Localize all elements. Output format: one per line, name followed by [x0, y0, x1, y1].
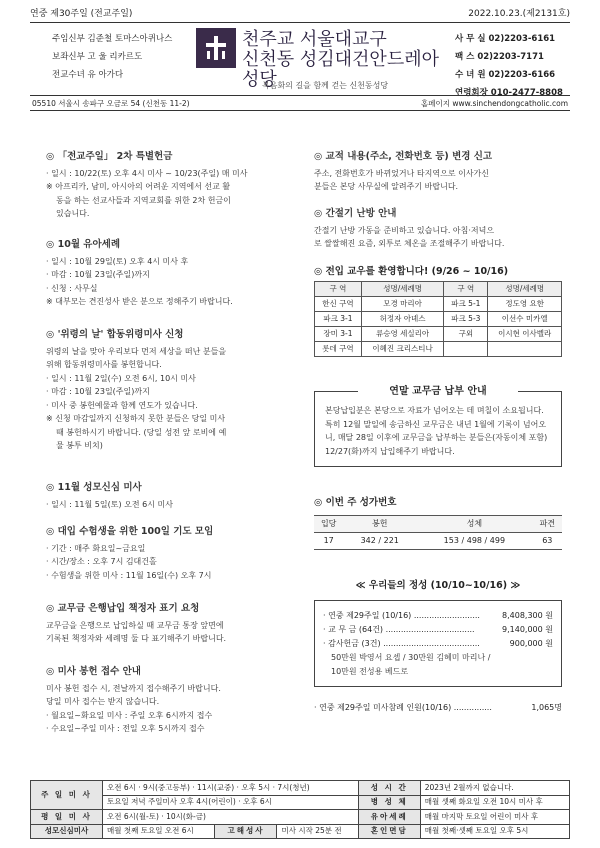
year-end-tithe-notice: [314, 385, 562, 467]
issue-date: 2022.10.23.(제2131호): [468, 9, 570, 19]
col-header: 성체: [416, 516, 533, 533]
notice-registry-change: [314, 150, 562, 194]
notice-marian-mass: [46, 481, 308, 511]
cell: 매월 첫째 토요일 오전 6시: [103, 824, 215, 839]
text-line: 동을 하는 선교사들과 지역교회를 위한 2차 헌금이: [56, 195, 231, 205]
address-bar: [30, 95, 570, 111]
notice-mass-intention: [46, 665, 308, 736]
text-line: 당일 미사 접수는 받지 않습니다.: [46, 697, 160, 706]
text-line: 위해 합동위령미사를 봉헌합니다.: [46, 360, 162, 369]
notice-mission-collection: [46, 150, 308, 221]
cell: 토요일 저녁 주일미사 오후 4시(어린이) · 오후 6시: [103, 795, 359, 810]
cell: 오전 6시 · 9시(중고등부) · 11시(교중) · 오후 5시 · 7시(청년): [103, 781, 359, 796]
offerings-box: [314, 600, 562, 687]
list-item: [323, 623, 553, 637]
text-line: · 일시 : 11월 5일(토) 오전 6시 미사: [46, 499, 173, 509]
text-line: · 미사 중 봉헌예물과 함께 연도가 있습니다.: [46, 400, 198, 410]
assistant-pastor: 보좌신부 고 울 리카르도: [52, 52, 143, 62]
cell: [444, 342, 488, 357]
homepage-link[interactable]: 홈페이지 www.sinchendongcatholic.com: [420, 99, 568, 108]
text-line: · 마감 : 10월 23일(주일)까지: [46, 270, 150, 279]
text-line: 미사 봉헌 접수 시, 전날까지 접수해주기 바랍니다.: [46, 683, 221, 693]
convent-phone: 수 녀 원 02)2203-6166: [455, 70, 556, 80]
text-line: · 일시 : 10월 29일(토) 오후 4시 미사 후: [46, 256, 189, 266]
table-row: [31, 810, 570, 825]
table-row: [315, 312, 562, 327]
contacts: [455, 30, 575, 102]
cell: 342 / 221: [343, 533, 416, 550]
cell: 63: [533, 533, 562, 550]
cell: 허정자 아녜스: [361, 312, 443, 327]
text-line: ※ 신청 마감일까지 신청하지 못한 분들은 당일 미사: [46, 414, 226, 423]
row-header: 성 시 간: [358, 781, 420, 796]
cell: 매월 셋째 화요일 오전 10시 미사 후: [420, 795, 569, 810]
hymn-section: [314, 497, 562, 550]
cell: 오전 6시(월-토) · 10시(화-금): [103, 810, 359, 825]
section-title: ◎ 「전교주일」 2차 특별헌금: [46, 151, 173, 162]
liturgical-day: 연중 제30주일 (전교주일): [30, 9, 133, 19]
table-row: [315, 342, 562, 357]
welcome-table: [314, 281, 562, 357]
section-title: ◎ 전입 교우를 환영합니다! (9/26 ~ 10/16): [314, 266, 509, 277]
row-header: 성모신심미사: [31, 824, 103, 839]
text-line: · 일시 : 11월 2일(수) 오전 6시, 10시 미사: [46, 373, 196, 383]
col-header: 파견: [533, 516, 562, 533]
table-row: [315, 327, 562, 342]
notice-exam-prayer: [46, 525, 308, 582]
row-header: 혼인면담: [358, 824, 420, 839]
bulletin-header: [30, 9, 570, 21]
attendance-count: 1,065명: [531, 703, 562, 713]
cell: 파크 5-1: [444, 297, 488, 312]
cell: 2023년 2월까지 없습니다.: [420, 781, 569, 796]
table-row: [31, 795, 570, 810]
text-line: 로 쌀쌀해진 요즘, 외투로 체온을 조절해주기 바랍니다.: [314, 239, 505, 248]
cell: [488, 342, 562, 357]
text-line: 기록된 책정자와 세례명 둘 다 표기해주기 바랍니다.: [46, 634, 227, 643]
table-header: [315, 282, 562, 297]
offer-label: · 교 무 금 (64건) ...................................: [323, 625, 475, 635]
office-phone: 사 무 실 02)2203-6161: [455, 34, 556, 44]
cell: 류승영 세실리아: [361, 327, 443, 342]
section-title: ◎ 10월 유아세례: [46, 239, 121, 250]
notice-body: 본당납입분은 본당으로 자료가 넘어오는 데 며칠이 소요됩니다. 특히 12월 말일에 송금하신 교무금은 내년 1월에 기록이 넘어오니, 매달 28일 이후에 교무금을 납부하는 분들은(자동이체 포함) 12/27(화)까지 납입해주기 바랍니다.: [314, 391, 562, 467]
notice-bank-tithe: [46, 602, 308, 646]
text-line: · 일시 : 10/22(토) 오후 4시 미사 ~ 10/23(주일) 매 미사: [46, 168, 248, 178]
col-header: 구 역: [315, 282, 362, 297]
table-header: [314, 516, 562, 533]
col-header: 성명/세례명: [488, 282, 562, 297]
col-header: 구 역: [444, 282, 488, 297]
text-line: · 시간/장소 : 오후 7시 김대건홀: [46, 557, 157, 566]
cell: 롯데 구역: [315, 342, 362, 357]
cell: 153 / 498 / 499: [416, 533, 533, 550]
section-title: ◎ 이번 주 성가번호: [314, 497, 397, 508]
offer-detail: 10만원 전성용 베드로: [331, 666, 409, 676]
welcome-section: [314, 266, 562, 357]
offer-amount: 8,408,300 원: [502, 611, 553, 621]
cross-icon: [201, 33, 231, 63]
cell: 매월 첫째·셋째 토요일 오후 5시: [420, 824, 569, 839]
parish-motto: 복음화의 길을 함께 걷는 신천동성당: [262, 81, 389, 90]
text-line: 물 봉투 비치): [56, 441, 103, 450]
cell: 구외: [444, 327, 488, 342]
sister: 전교수녀 유 아가다: [52, 70, 124, 80]
text-line: · 신청 : 사무실: [46, 283, 98, 293]
text-line: 있습니다.: [56, 209, 90, 218]
divider: [30, 22, 570, 23]
table-row: [315, 297, 562, 312]
cell: 미사 시작 25분 전: [277, 824, 358, 839]
parish-title-line2: 신천동 성김대건안드레아 성당: [242, 49, 439, 90]
text-line: ※ 대부모는 견진성사 받은 분으로 정해주기 바랍니다.: [46, 297, 233, 306]
fax: 팩 스 02)2203-7171: [455, 52, 544, 62]
section-title: ◎ 교적 내용(주소, 전화번호 등) 변경 신고: [314, 151, 493, 162]
cell: 17: [314, 533, 343, 550]
col-header: 성명/세례명: [361, 282, 443, 297]
funeral-committee-phone: 연령회장 010-2477-8808: [455, 88, 563, 98]
attendance-label: · 연중 제29주일 미사참례 인원(10/16) ...............: [314, 703, 492, 713]
text-line: · 수요일~주일 미사 : 전일 오후 5시까지 접수: [46, 724, 205, 733]
section-title: ◎ 간절기 난방 안내: [314, 208, 397, 219]
clergy-list: [52, 30, 192, 84]
notice-memorial-mass: [46, 328, 308, 453]
text-line: 분들은 본당 사무실에 알려주기 바랍니다.: [314, 182, 459, 191]
pastor: 주임신부 김준철 토마스아퀴나스: [52, 34, 173, 44]
offer-label: · 감사헌금 (3건) ......................................: [323, 639, 480, 649]
cell: 장미 3-1: [315, 327, 362, 342]
row-header: 평 일 미 사: [31, 810, 103, 825]
section-title: ◎ 미사 봉헌 접수 안내: [46, 666, 141, 677]
table-row: [314, 533, 562, 550]
cell: 한신 구역: [315, 297, 362, 312]
offer-label: · 연중 제29주일 (10/16) ..........................: [323, 611, 480, 621]
cell: 정도영 요한: [488, 297, 562, 312]
offer-amount: 900,000 원: [509, 639, 553, 649]
mass-schedule: [30, 780, 570, 839]
text-line: · 마감 : 10월 23일(주일)까지: [46, 387, 150, 396]
col-header: 봉헌: [343, 516, 416, 533]
cell: 이선수 미카엘: [488, 312, 562, 327]
notice-title: 연말 교무금 납부 안내: [358, 385, 518, 398]
section-title: ◎ '위령의 날' 합동위령미사 신청: [46, 329, 184, 340]
text-line: 위령의 날을 맞아 우리보다 먼저 세상을 떠난 분들을: [46, 346, 227, 356]
hymn-table: [314, 515, 562, 550]
text-line: 주소, 전화번호가 바뀌었거나 타지역으로 이사가신: [314, 168, 490, 178]
text-line: 때 봉헌하시기 바랍니다. (당일 성전 앞 로비에 예: [56, 427, 227, 437]
list-item: [323, 637, 553, 651]
row-header: 유아세례: [358, 810, 420, 825]
cell: 파크 3-1: [315, 312, 362, 327]
offerings-title: ≪ 우리들의 정성 (10/10~10/16) ≫: [355, 580, 521, 591]
row-header: 병 성 체: [358, 795, 420, 810]
row-header: 고해성사: [215, 824, 277, 839]
text-line: · 기간 : 매주 화요일~금요일: [46, 543, 146, 553]
list-item: [323, 609, 553, 623]
section-title: ◎ 대입 수험생을 위한 100일 기도 모임: [46, 526, 214, 537]
cell: 파크 5-3: [444, 312, 488, 327]
parish-logo: [196, 28, 236, 68]
offerings-section: [314, 580, 562, 715]
offer-detail: 50만원 박영서 요셉 / 30만원 김혜미 마리나 /: [331, 653, 491, 663]
text-line: · 월요일~화요일 미사 : 주일 오후 6시까지 접수: [46, 710, 213, 720]
text-line: 간절기 난방 가동을 준비하고 있습니다. 아침·저녁으: [314, 225, 495, 235]
row-header: 주 일 미 사: [31, 781, 103, 810]
table-row: [31, 781, 570, 796]
offer-amount: 9,140,000 원: [502, 625, 553, 635]
notice-heating: [314, 207, 562, 251]
cell: 매월 마지막 토요일 어린이 미사 후: [420, 810, 569, 825]
section-title: ◎ 11월 성모신심 미사: [46, 482, 142, 493]
text-line: ※ 아프리카, 남미, 아시아의 어려운 지역에서 선교 활: [46, 182, 231, 191]
parish-title-line1: 천주교 서울대교구: [242, 29, 387, 50]
cell: 이시현 이사벨라: [488, 327, 562, 342]
notice-infant-baptism: [46, 238, 308, 309]
text-line: 교무금을 은행으로 납입하실 때 교무금 통장 앞면에: [46, 620, 224, 630]
text-line: · 수험생을 위한 미사 : 11월 16일(수) 오후 7시: [46, 570, 212, 580]
cell: 모경 마리아: [361, 297, 443, 312]
section-title: ◎ 교무금 은행납입 책정자 표기 요청: [46, 603, 200, 614]
col-header: 입당: [314, 516, 343, 533]
cell: 이혜진 크리스티나: [361, 342, 443, 357]
table-row: [31, 824, 570, 839]
address: 05510 서울시 송파구 오금로 54 (신천동 11-2): [32, 99, 190, 108]
attendance: [314, 701, 562, 715]
